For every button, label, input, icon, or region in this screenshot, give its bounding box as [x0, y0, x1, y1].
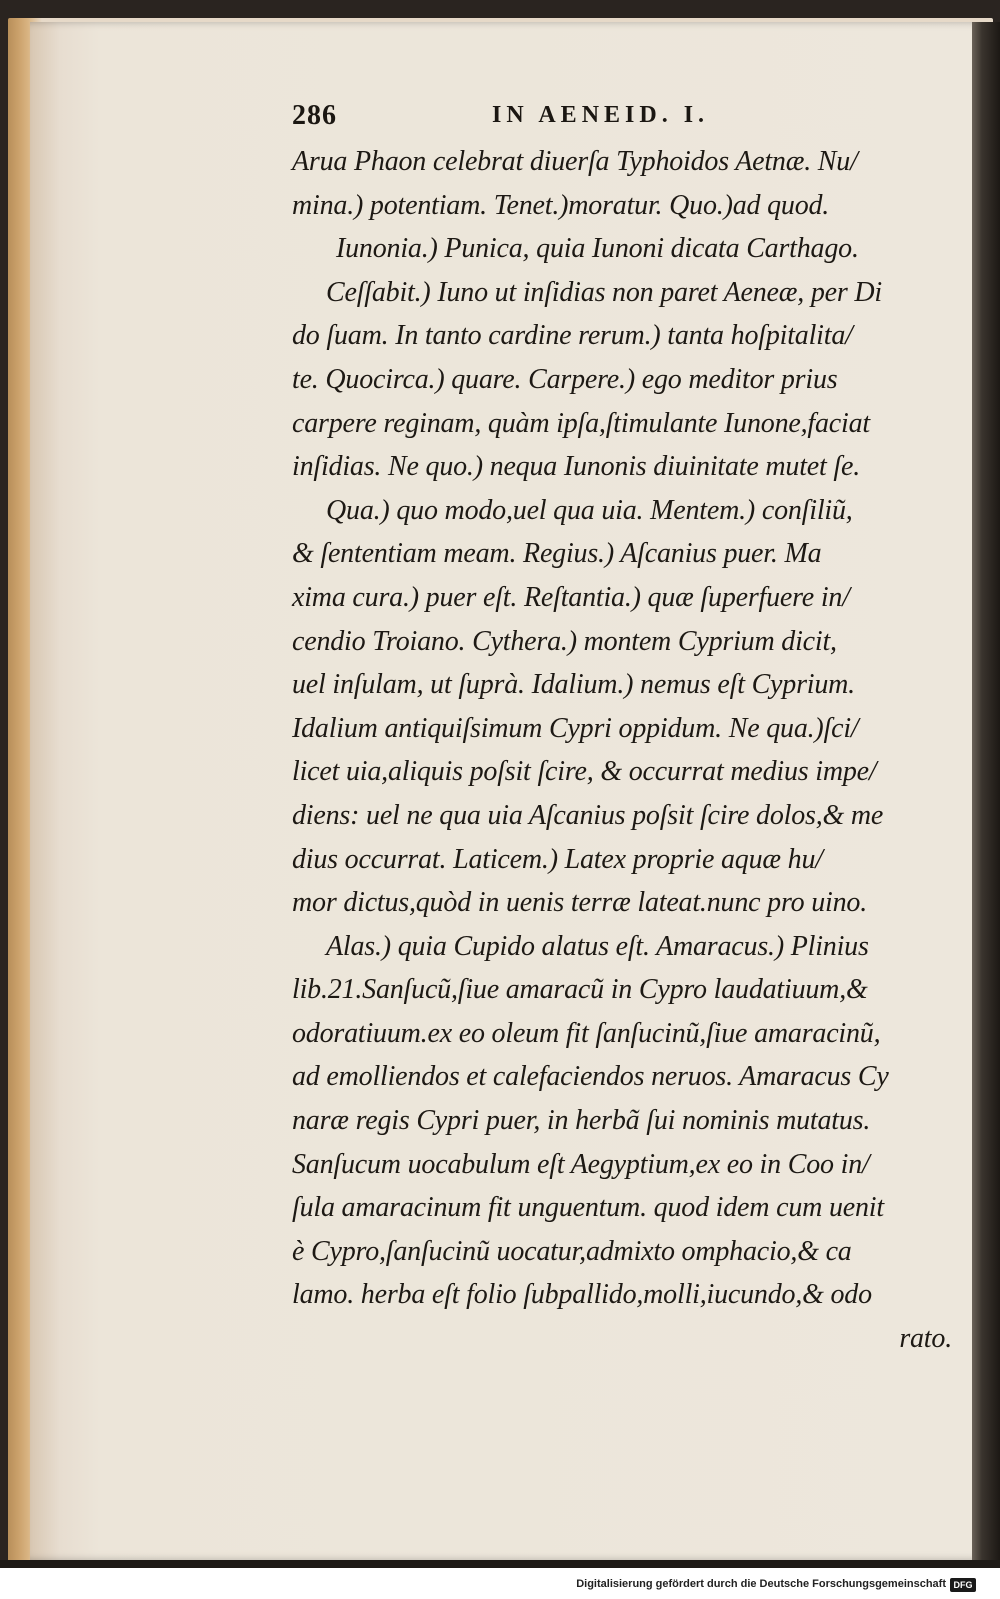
text-line: Sanſucum uocabulum eſt Aegyptium,ex eo in Coo in/ — [292, 1148, 870, 1180]
text-line: Idalium antiquiſsimum Cypri oppidum. Ne qua.)ſci/ — [292, 712, 859, 744]
text-line: mor dictus,quòd in uenis terræ lateat.nunc pro uino. — [292, 887, 867, 919]
text-line: licet uia,aliquis poſsit ſcire, & occurrat medius impe/ — [292, 756, 877, 788]
catchword: rato. — [899, 1323, 952, 1355]
text-line: Ceſſabit.) Iuno ut inſidias non paret Aeneæ, per Di — [326, 276, 882, 308]
text-line: & ſententiam meam. Regius.) Aſcanius puer. Ma — [292, 538, 822, 570]
text-line: odoratiuum.ex eo oleum fit ſanſucinũ,ſiue amaracinũ, — [292, 1017, 881, 1049]
funding-credit: Digitalisierung gefördert durch die Deutsche Forschungsgemeinschaft — [576, 1578, 946, 1590]
text-line: naræ regis Cypri puer, in herbã ſui nominis mutatus. — [292, 1105, 871, 1137]
text-line: Iunonia.) Punica, quia Iunoni dicata Carthago. — [336, 233, 859, 265]
scan-bottom-strip — [0, 1560, 1000, 1568]
page-gutter-shadow — [972, 22, 1000, 1560]
dfg-logo-icon: DFG — [950, 1578, 976, 1592]
text-line: carpere reginam, quàm ipſa,ſtimulante Iunone,faciat — [292, 407, 870, 439]
text-line: dius occurrat. Laticem.) Latex proprie aquæ hu/ — [292, 843, 823, 875]
text-line: inſidias. Ne quo.) nequa Iunonis diuinitate mutet ſe. — [292, 451, 861, 483]
commentary-text — [292, 140, 952, 1361]
running-head-title: IN AENEID. I. — [492, 102, 710, 128]
page-number: 286 — [292, 100, 337, 131]
digitization-footer — [0, 1576, 1000, 1596]
text-line: do ſuam. In tanto cardine rerum.) tanta hoſpitalita/ — [292, 320, 853, 352]
text-line: xima cura.) puer eſt. Reſtantia.) quæ ſuperfuere in/ — [292, 581, 850, 613]
text-line: ſula amaracinum fit unguentum. quod idem cum uenit — [292, 1192, 884, 1224]
text-line: uel inſulam, ut ſuprà. Idalium.) nemus eſt Cyprium. — [292, 669, 855, 701]
text-line: cendio Troiano. Cythera.) montem Cyprium dicit, — [292, 625, 837, 657]
text-line: Alas.) quia Cupido alatus eſt. Amaracus.) Plinius — [326, 930, 869, 962]
text-line: Arua Phaon celebrat diuerſa Typhoidos Aetnæ. Nu/ — [292, 146, 858, 177]
running-head — [292, 100, 952, 140]
text-line: lamo. herba eſt folio ſubpallido,molli,iucundo,& odo — [292, 1279, 872, 1311]
text-line: diens: uel ne qua uia Aſcanius poſsit ſcire dolos,& me — [292, 799, 884, 831]
text-line: ad emolliendos et calefaciendos neruos. Amaracus Cy — [292, 1061, 889, 1093]
text-line: te. Quocirca.) quare. Carpere.) ego meditor prius — [292, 363, 838, 395]
text-line: è Cypro,ſanſucinũ uocatur,admixto omphacio,& ca — [292, 1235, 852, 1267]
text-line: mina.) potentiam. Tenet.)moratur. Quo.)ad quod. — [292, 189, 830, 221]
text-line: lib.21.Sanſucũ,ſiue amaracũ in Cypro laudatiuum,& — [292, 974, 868, 1006]
text-line: Qua.) quo modo,uel qua uia. Mentem.) conſiliũ, — [326, 494, 853, 526]
